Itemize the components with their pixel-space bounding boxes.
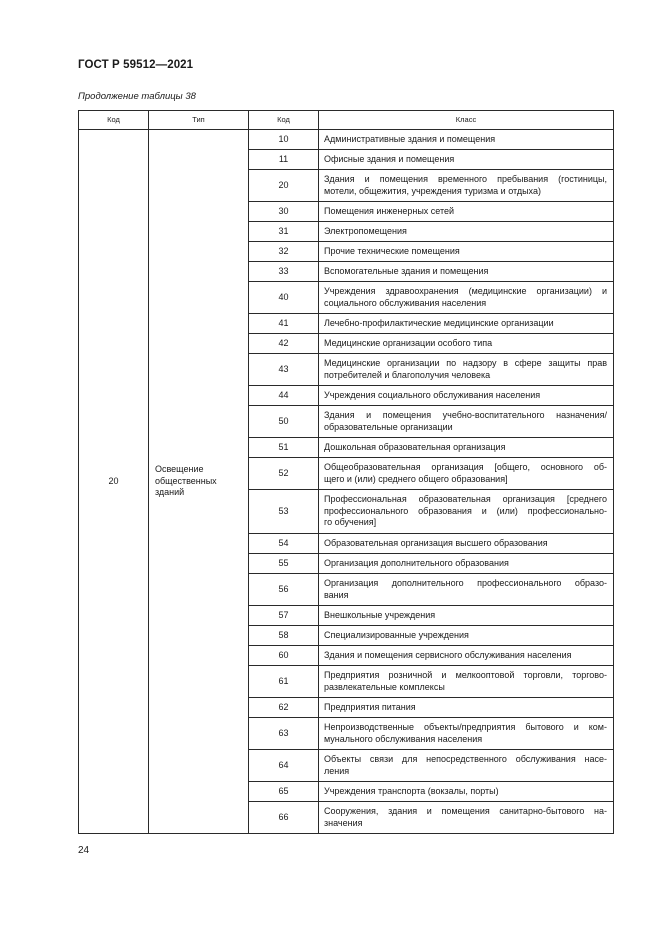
class-text-line: развлекательные комплексы [324,681,445,692]
row-class-cell [319,750,614,782]
row-code-cell: 31 [249,222,319,242]
row-code-cell: 44 [249,386,319,406]
row-class-cell [319,334,614,354]
row-code-cell: 65 [249,782,319,802]
class-text-line: Учреждения здравоохранения (медицинские организации) и [324,286,607,296]
class-text-line: Специализированные учреждения [324,629,469,640]
class-text-line: Офисные здания и помещения [324,153,455,164]
class-text-line: Предприятия питания [324,701,416,712]
group-type-line: Освещение [155,464,204,475]
row-class-cell [319,130,614,150]
row-class-cell [319,262,614,282]
class-text-line: Здания и помещения учебно-воспитательного назначения/ [324,410,607,420]
group-type-line: общественных [155,475,217,486]
page-number: 24 [78,845,90,856]
class-text-line: Лечебно-профилактические медицинские организации [324,317,554,328]
row-class-cell [319,242,614,262]
row-code-cell: 53 [249,490,319,534]
class-text-line: образовательные организации [324,421,453,432]
row-code-cell: 61 [249,666,319,698]
row-class-cell [319,202,614,222]
table-row [79,130,614,150]
class-text-line: Дошкольная образовательная организация [324,441,506,452]
row-code-cell: 40 [249,282,319,314]
class-text-line: Предприятия розничной и мелкооптовой торговли, торгово- [324,670,607,680]
row-code-cell: 66 [249,802,319,834]
row-class-cell [319,534,614,554]
table-caption: Продолжение таблицы 38 [78,91,196,102]
row-class-cell [319,626,614,646]
row-code-cell: 58 [249,626,319,646]
row-code-cell: 32 [249,242,319,262]
row-code-cell: 63 [249,718,319,750]
row-code-cell: 64 [249,750,319,782]
class-text-line: ления [324,765,350,776]
class-text-line: Электропомещения [324,225,407,236]
class-text-line: вания [324,589,349,600]
class-text-line: значения [324,817,363,828]
row-code-cell: 42 [249,334,319,354]
row-class-cell [319,222,614,242]
row-code-cell: 43 [249,354,319,386]
class-text-line: социального обслуживания населения [324,297,487,308]
row-class-cell [319,606,614,626]
class-text-line: Прочие технические помещения [324,245,460,256]
column-header-code: Код [79,111,149,130]
row-code-cell: 11 [249,150,319,170]
class-text-line: Объекты связи для непосредственного обслуживания насе- [324,754,607,764]
class-text-line: Общеобразовательная организация [общего, основного об- [324,462,607,472]
class-text-line: Сооружения, здания и помещения санитарно-бытового на- [324,806,607,816]
row-code-cell: 51 [249,438,319,458]
table-body [79,130,614,834]
class-text-line: Образовательная организация высшего образования [324,537,548,548]
row-class-cell [319,458,614,490]
row-class-cell [319,698,614,718]
document-header: ГОСТ Р 59512—2021 [78,59,194,71]
class-text-line: щего и (или) среднего общего образования] [324,473,508,484]
row-class-cell [319,438,614,458]
row-class-cell [319,354,614,386]
column-header-class: Класс [319,111,614,130]
column-header-type: Тип [149,111,249,130]
class-text-line: Медицинские организации особого типа [324,337,493,348]
row-class-cell [319,718,614,750]
class-text-line: мотели, общежития, учреждения туризма и отдыха) [324,185,541,196]
class-text-line: Профессиональная образовательная организация [среднего [324,494,607,505]
group-type-line: зданий [155,487,185,498]
class-text-line: потребителей и благополучия человека [324,369,491,380]
table-header-row [79,111,614,130]
column-header-subcode: Код [249,111,319,130]
row-code-cell: 10 [249,130,319,150]
row-class-cell [319,386,614,406]
row-class-cell [319,666,614,698]
group-type-cell [149,130,249,834]
row-code-cell: 55 [249,554,319,574]
row-class-cell [319,406,614,438]
class-text-line: Учреждения транспорта (вокзалы, порты) [324,785,499,796]
class-text-line: Организация дополнительного профессионального образо- [324,578,607,588]
row-code-cell: 41 [249,314,319,334]
row-class-cell [319,314,614,334]
row-code-cell: 30 [249,202,319,222]
class-text-line: Организация дополнительного образования [324,557,509,568]
class-text-line: Медицинские организации по надзору в сфере защиты прав [324,358,607,368]
row-code-cell: 62 [249,698,319,718]
class-text-line: Учреждения социального обслуживания населения [324,389,541,400]
row-class-cell [319,646,614,666]
class-text-line: Непроизводственные объекты/предприятия бытового и ком- [324,722,607,732]
class-text-line: мунального обслуживания населения [324,733,483,744]
class-text-line: Здания и помещения сервисного обслуживания населения [324,649,572,660]
row-class-cell [319,782,614,802]
row-code-cell: 56 [249,574,319,606]
class-text-line: Административные здания и помещения [324,133,496,144]
class-text-line: Помещения инженерных сетей [324,205,455,216]
row-code-cell: 54 [249,534,319,554]
row-class-cell [319,282,614,314]
row-code-cell: 52 [249,458,319,490]
row-code-cell: 20 [249,170,319,202]
row-code-cell: 33 [249,262,319,282]
row-code-cell: 60 [249,646,319,666]
row-code-cell: 57 [249,606,319,626]
class-text-line: Внешкольные учреждения [324,609,436,620]
row-code-cell: 50 [249,406,319,438]
class-text-line: Здания и помещения временного пребывания (гостиницы, [324,174,607,184]
class-text-line: го обучения] [324,517,377,528]
classification-table [78,110,614,834]
class-text-line: профессионального образования и (или) профессионально- [324,505,607,516]
row-class-cell [319,554,614,574]
group-code-cell: 20 [79,130,149,834]
row-class-cell [319,170,614,202]
row-class-cell [319,574,614,606]
class-text-line: Вспомогательные здания и помещения [324,265,489,276]
row-class-cell [319,802,614,834]
row-class-cell [319,150,614,170]
row-class-cell [319,490,614,534]
